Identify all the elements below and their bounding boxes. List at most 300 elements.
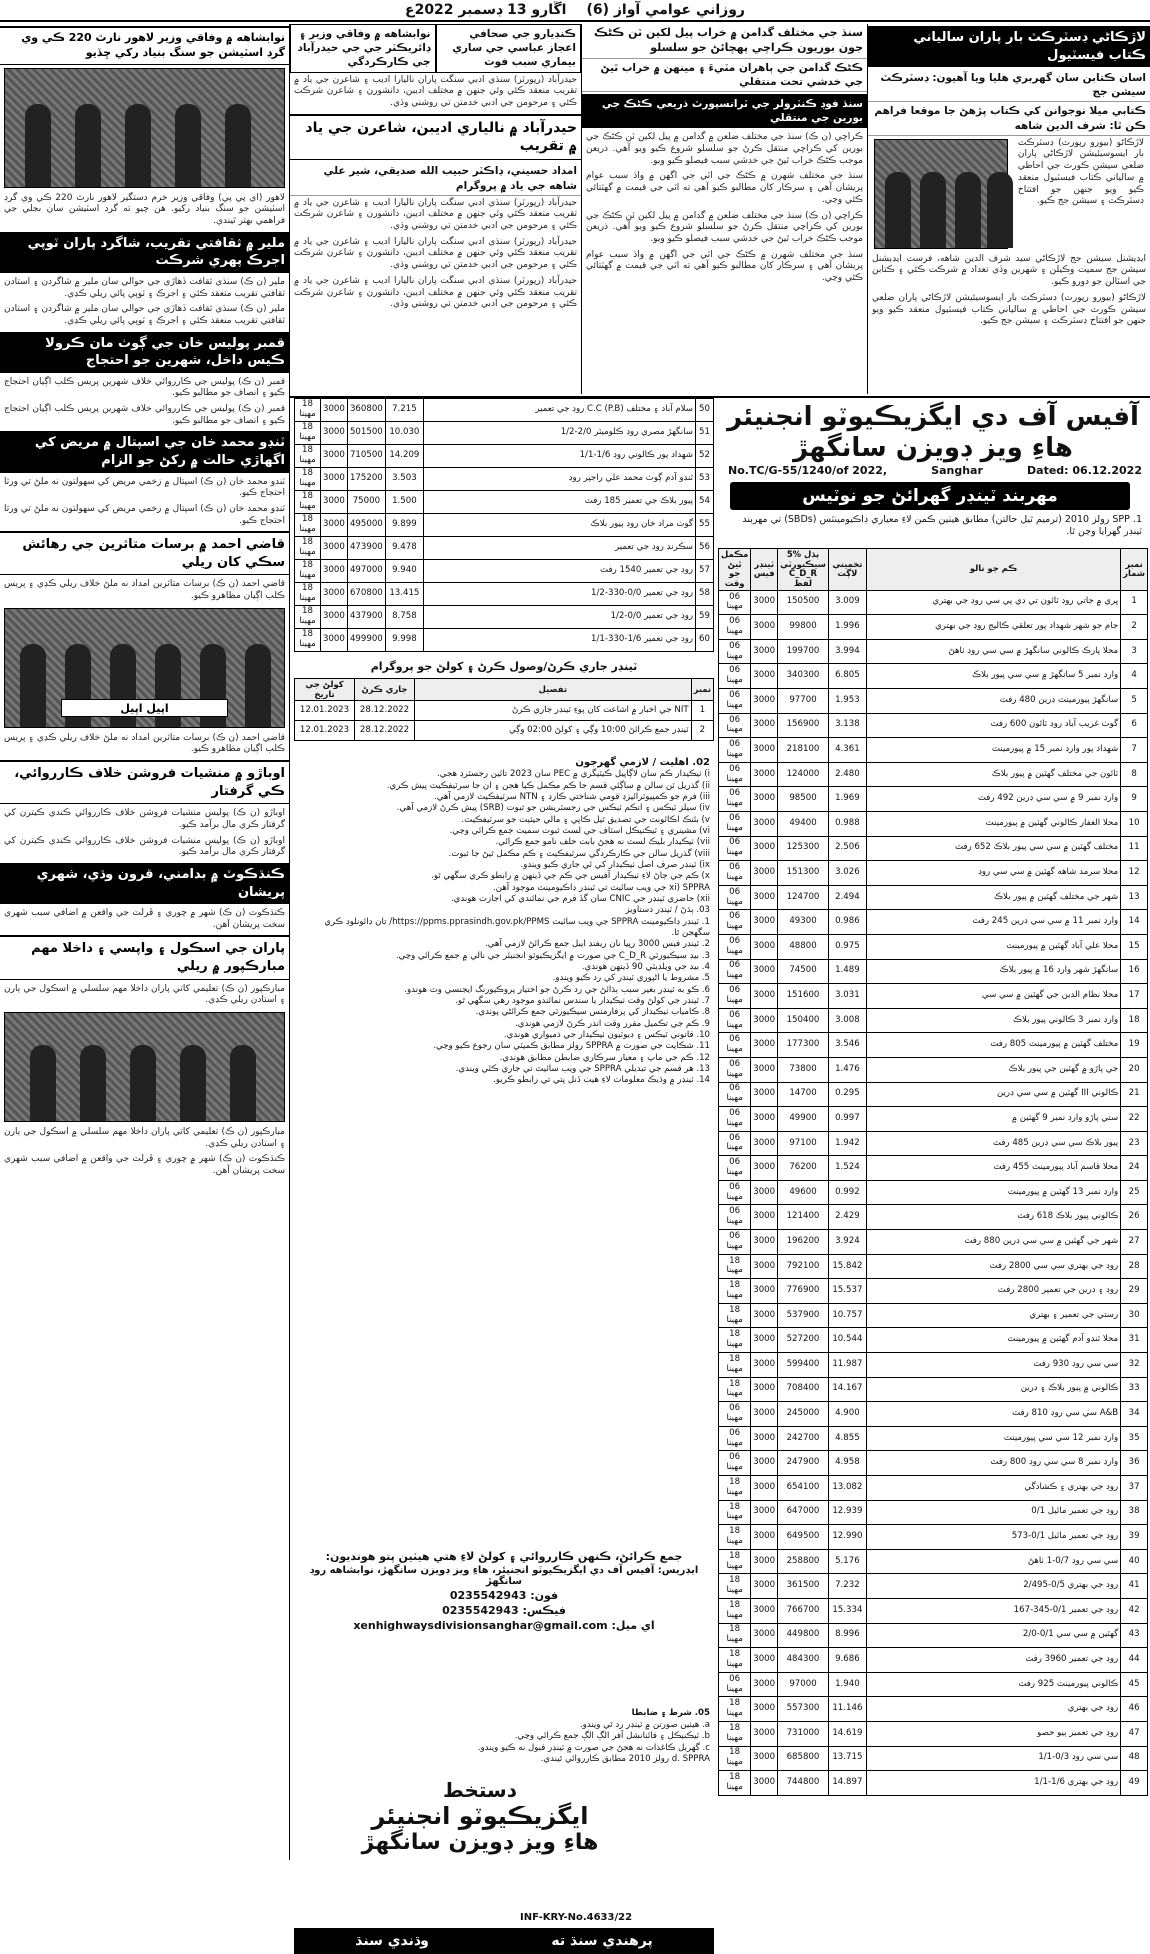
tender-cell: 3.994 [828,639,866,664]
article-qambar: قمبر (ن ڪ) پوليس جي ڪارروائي خلاف شهرين پريس ڪلب اڳيان احتجاج ڪيو ۽ انصاف جو مطالبو ڪيو. [4,376,285,399]
nit-col-no: نمبر [691,679,713,701]
tender-cell: 1.953 [828,689,866,714]
tender-row [719,811,1148,836]
eligibility-item: 14. ٽينڊر ۾ وڌيڪ معلومات لاءِ هيٺ ڏنل پتي تي رابطو ڪريو. [493,1075,710,1086]
tender-cell: 1.940 [828,1672,866,1697]
article-wheat-3: ڪراچي (ن ڪ) سنڌ جي مختلف ضلعن ۾ گدامن ۾ پيل لکين ٽن ڪڻڪ جي بورين کي ڪراچي منتقل ڪرڻ جو سلسلو شروع ڪيو ويو آهي. ذريعن موجب ڪڻڪ خراب ٿيڻ جي خدشي سبب فيصلو ڪيو ويو. [586,210,863,244]
tender-cell: 5.176 [828,1549,866,1574]
tender-cell: 557300 [778,1697,829,1722]
tender-cell: 06 مهينا [719,1131,751,1156]
tender-cell: 36 [1121,1451,1148,1476]
tender-row [295,701,714,721]
tender-cell: ڪالوني III گهٽين ۾ سي سي ڊرين [866,1082,1120,1107]
tender-cell: 06 مهينا [719,1205,751,1230]
tender-cell: 3000 [751,713,778,738]
tender-row [295,606,714,629]
sign-label: دستخط [443,1778,517,1802]
tender-cell: 3000 [751,1303,778,1328]
tender-cell: 3000 [751,1697,778,1722]
tender-cell: 10.544 [828,1328,866,1353]
tender-cell: 49900 [778,1107,829,1132]
tender-cell: 8 [1121,762,1148,787]
tender-cell: ڪالوني پيورمينٽ 925 رفٽ [866,1672,1120,1697]
tender-cell: 9.940 [385,560,423,583]
tender-cell: 3000 [751,910,778,935]
tender-cell: 3000 [751,1672,778,1697]
tender-cell: 3000 [751,1574,778,1599]
tender-cell: 3000 [751,1328,778,1353]
tender-cell: وارڊ نمبر 5 سانگهڙ ۾ سي سي پيور بلاڪ [866,664,1120,689]
eligibility-item: iii) فرم جو ڪمپيوٽرائيزڊ قومي شناختي ڪارڊ ۽ NTN سرٽيفڪيٽ لازمي آهي. [433,791,710,802]
article-mubarakpur: مبارڪپور (ن ڪ) تعليمي کاتي پاران داخلا مهم سلسلي ۾ اسڪول جي ٻارن ۽ استادن ريلي ڪڍي. [4,983,285,1006]
tender-cell: 497000 [347,560,385,583]
tender-row [295,537,714,560]
article-tando-2: ٽنڊو محمد خان (ن ڪ) اسپتال ۾ زخمي مريض کي سهولتون نه ملڻ تي ورثا احتجاج ڪيو. [4,503,285,526]
tender-cell: 3000 [321,468,348,491]
tender-cell: 06 مهينا [719,1672,751,1697]
right-column [868,24,1150,394]
tender-cell: 52 [696,445,714,468]
tender-cell: 175200 [347,468,385,491]
tender-cell: مختلف گهٽين ۾ سي سي پيور بلاڪ 652 رفٽ [866,836,1120,861]
col-cost: تخميني لاڳت [828,549,866,591]
tender-cell: 3000 [751,787,778,812]
tender-row [295,422,714,445]
tender-cell: 3000 [321,537,348,560]
tender-cell: پيور بلاڪ جي تعمير 185 رفٽ [423,491,695,514]
tender-row [719,959,1148,984]
tender-cell: 14.209 [385,445,423,468]
terms-title: 05. شرط ۽ ضابطا [631,1708,710,1718]
tender-cell: 12.01.2023 [295,701,355,721]
tender-cell: 3000 [751,615,778,640]
eligibility-title: 02. اهليت / لازمي گهرجون [575,757,710,768]
tender-cell: 3000 [751,1254,778,1279]
tender-cell: 3000 [751,639,778,664]
tender-row [719,1648,1148,1673]
tender-cell: 3000 [321,491,348,514]
tender-row [719,1697,1148,1722]
eligibility-item: viii) گذريل سالن جي ڪارڪردگي سرٽيفڪيٽ ۽ ڪم مڪمل ٿيڻ جا ثبوت. [448,848,710,859]
tender-cell: 25 [1121,1180,1148,1205]
article-literary-3: حيدرآباد (رپورٽر) سنڌي ادبي سنگت پاران ناليارا اديب ۽ شاعرن جي ياد ۾ تقريب منعقد ڪئي وئي جنهن ۾ مختلف اديبن، دانشورن ۽ شاعرن شرڪت ڪئي ۽ مرحومن جي ادبي خدمتن تي روشني وڌي. [294,275,577,310]
eligibility-item: iv) سيلز ٽيڪس ۽ انڪم ٽيڪس جي رجسٽريشن جو ثبوت (SRB) پيش ڪرڻ لازمي آهي. [396,803,710,814]
tender-row [719,1107,1148,1132]
tender-row [719,910,1148,935]
terms-item: b. ٽيڪنيڪل ۽ فائنانشل آفر الڳ الڳ جمع ڪرائي وڃي. [514,1731,710,1742]
tender-cell: 28.12.2022 [355,721,415,741]
tender-cell: 125300 [778,836,829,861]
tender-cell: 3000 [751,1279,778,1304]
article-school: مبارڪپور (ن ڪ) تعليمي کاتي پاران داخلا مهم سلسلي ۾ اسڪول جي ٻارن ۽ استادن ريلي ڪڍي. [4,1126,285,1149]
tender-cell: 151600 [778,984,829,1009]
eligibility-item: v) بئنڪ اڪائونٽ جي تصديق ٿيل ڪاپي ۽ مالي حيثيت جو سرٽيفڪيٽ. [461,814,710,825]
tender-cell: 75000 [347,491,385,514]
tender-cell: 1.500 [385,491,423,514]
article-obaro-2: اوباڙو (ن ڪ) پوليس منشيات فروشن خلاف ڪارروائي ڪندي ڪيترن کي گرفتار ڪري مال برآمد ڪيو. [4,835,285,858]
article-grid-station: لاهور (اي پي پي) وفاقي وزير خرم دستگير لاهور نارٿ 220 ڪي وي گرڊ اسٽيشن جو سنگ بنياد رکيو. هن چيو ته گرڊ اسٽيشن سان بجلي جي فراهمي بهتر ٿيندي. [4,192,285,227]
tender-cell: 44 [1121,1648,1148,1673]
tender-cell: ڪالوني ۾ پيور بلاڪ ۽ ڊرين [866,1377,1120,1402]
tender-cell: 708400 [778,1377,829,1402]
tender-cell: 247900 [778,1451,829,1476]
tender-cell: 06 مهينا [719,1426,751,1451]
eligibility-item: x) ڪم جي ڄاڻ لاءِ ٺيڪيدار آفيس جي ڪم جي ڏينهن ۾ رابطو ڪري سگهي ٿو. [431,871,710,882]
tender-cell: 7.215 [385,399,423,422]
subhead-judge: اسان ڪتابن سان گهربري هليا ويا آهيون: ڊسٽرڪٽ سيشن جج [868,69,1150,102]
tender-cell: 3000 [751,1230,778,1255]
tender-cell: 2 [691,721,713,741]
eligibility-item: 03. ٻڌڻ / ٽينڊر دستاويز [625,905,710,916]
tender-cell: سانگهڙ پيورمينٽ ڊرين 480 رفٽ [866,689,1120,714]
tender-cell: 18 مهينا [295,583,321,606]
tender-row [719,1254,1148,1279]
tender-cell: 06 مهينا [719,787,751,812]
tender-cell: 3000 [751,1033,778,1058]
tender-row [719,590,1148,615]
tender-cell: 17 [1121,984,1148,1009]
tender-cell: 3000 [751,959,778,984]
tender-cell: ٽينڊر جمع ڪرائڻ 10:00 وڳي ۽ کولڻ 02:00 وڳي [415,721,692,741]
tender-cell: 731000 [778,1721,829,1746]
tender-cell: ستي پاڙو وارڊ نمبر 9 گهٽين ۾ [866,1107,1120,1132]
tender-cell: 06 مهينا [719,934,751,959]
tender-row [719,1746,1148,1771]
tender-cell: وارڊ نمبر 11 ۾ سي سي ڊرين 245 رفٽ [866,910,1120,935]
tender-cell: 30 [1121,1303,1148,1328]
subhead-literary: امداد حسيني، ڊاڪٽر حبيب الله صديقي، شير علي شاهه جي ياد ۾ پروگرام [290,162,581,195]
tender-cell: روڊ جي تعمير مائيل 0/1-573 [866,1525,1120,1550]
headline-qazi-ahmed: قاضي احمد ۾ برسات متاثرين جي رهائش سڪي کان ريلي [0,531,289,575]
tender-cell: 56 [696,537,714,560]
tender-cell: 3000 [751,1402,778,1427]
col-fee: ٽينڊر فيس [751,549,778,591]
tender-cell: 18 [1121,1008,1148,1033]
phone-number: 0235542943 [449,1589,527,1602]
tender-cell: 3000 [751,1180,778,1205]
tender-cell: 28 [1121,1254,1148,1279]
article-obaro: اوباڙو (ن ڪ) پوليس منشيات فروشن خلاف ڪارروائي ڪندي ڪيترن کي گرفتار ڪري مال برآمد ڪيو. [4,808,285,830]
tender-cell: 60 [696,629,714,652]
tender-cell: 18 مهينا [719,1623,751,1648]
eligibility-item: 8. ڪامياب ٺيڪيدار کي پرفارمنس سيڪيورٽي جمع ڪرائڻي پوندي. [475,1007,710,1018]
tender-cell: 06 مهينا [719,885,751,910]
paper-date: اڱارو 13 ڊسمبر 2022ع [405,2,567,18]
tender-cell: 3000 [751,1598,778,1623]
eligibility-item: xii) حاضري ٽينڊر جي CNIC سان گڏ فرم جي نمائندي کي اجازت هوندي. [450,893,710,904]
tender-row [719,1426,1148,1451]
tender-cell: 495000 [347,514,385,537]
tender-cell: 14700 [778,1082,829,1107]
tender-cell: 361500 [778,1574,829,1599]
tender-cell: 51 [696,422,714,445]
tender-row [719,639,1148,664]
tender-cell: 121400 [778,1205,829,1230]
eligibility-item: 3. بيڊ سيڪيورٽي C_D_R جي صورت ۾ ايگزيڪيوٽو انجنيئر جي نالي ۾ جمع ڪرائي وڃي. [395,950,710,961]
email-address[interactable]: xenhighwaysdivisionsanghar@gmail.com [353,1619,608,1632]
tender-cell: 151300 [778,861,829,886]
tender-cell: 34 [1121,1402,1148,1427]
tender-cell: 3000 [321,629,348,652]
tender-cell: مختلف گهٽين ۾ پيورمينٽ 805 رفٽ [866,1033,1120,1058]
tender-cell: شهر جي گهٽين ۾ سي سي ڊرين 880 رفٽ [866,1230,1120,1255]
tender-row [719,738,1148,763]
tender-cell: 3000 [751,689,778,714]
tender-cell: 3000 [751,1623,778,1648]
tender-cell: 18 مهينا [295,537,321,560]
article-school-2: ڪنڌڪوٽ (ن ڪ) شهر ۾ چوري ۽ ڦرلٽ جي واقعن ۾ اضافي سبب شهري سخت پريشان آهن. [4,1154,285,1176]
tender-cell: 06 مهينا [719,1156,751,1181]
nit-col-issue: جاري ڪرڻ [355,679,415,701]
tender-cell: وارڊ نمبر 13 گهٽين ۾ پيورمينٽ [866,1180,1120,1205]
headline-mubarakpur: پاران جي اسڪول ۽ واپسي ۽ داخلا مهم مبارڪپور ۾ ريلي [0,935,289,979]
article-rally: قاضي احمد (ن ڪ) برسات متاثرين امداد نه ملڻ خلاف ريلي ڪڍي ۽ پريس ڪلب اڳيان مظاهرو ڪيو. [4,732,285,755]
tender-cell: 13.082 [828,1476,866,1501]
tender-cell: 3.503 [385,468,423,491]
tender-cell: 3000 [751,664,778,689]
tender-cell: 527200 [778,1328,829,1353]
tender-cell: روڊ جي بهتري [866,1697,1120,1722]
tender-row [719,1721,1148,1746]
tender-cell: 15.537 [828,1279,866,1304]
tender-row [295,491,714,514]
tender-cell: 16 [1121,959,1148,984]
tender-cell: 654100 [778,1476,829,1501]
tender-cell: 685800 [778,1746,829,1771]
tender-cell: ٽائون جي مختلف گهٽين ۾ پيور بلاڪ [866,762,1120,787]
rally-banner: اپيل اپيل [61,699,228,717]
tender-cell: 18 مهينا [295,629,321,652]
tender-cell: 4.361 [828,738,866,763]
article-body-2: ايڊيشنل سيشن جج لاڙڪاڻي سيد شرف الدين شاهه، فرسٽ ايڊيشنل سيشن جج سميت وڪيلن ۽ شهرين وڏي تعداد ۾ شرڪت ڪئي ۽ ڪتابن جي اسٽالن جو دورو ڪيو. [872,253,1146,288]
tender-row [719,1500,1148,1525]
tender-row [295,514,714,537]
tender-cell: 4.855 [828,1426,866,1451]
tender-cell: 12.939 [828,1500,866,1525]
tender-cell: محلا سرمد شاهه گهٽين ۾ سي سي روڊ [866,861,1120,886]
tender-cell: روڊ جي بهتري ۽ ڪشادگي [866,1476,1120,1501]
headline-book-festival: لاڙڪاڻي ڊسٽرڪٽ بار پاران سالياني ڪتاب فيسٽيول [868,26,1150,67]
tender-cell: 766700 [778,1598,829,1623]
article-wheat: ڪراچي (ن ڪ) سنڌ جي مختلف ضلعن ۾ گدامن ۾ پيل لکين ٽن ڪڻڪ جي بورين کي ڪراچي منتقل ڪرڻ جو سلسلو شروع ڪيو ويو آهي. ذريعن موجب ڪڻڪ خراب ٿيڻ جي خدشي سبب فيصلو ڪيو ويو. [586,132,863,166]
col-no: نمبر شمار [1121,549,1148,591]
article-malir: ملير (ن ڪ) سنڌي ثقافت ڏهاڙي جي حوالي سان ملير ۾ شاگردن ۽ استادن ثقافتي تقريب منعقد ڪئي ۽ اجرڪ ۽ ٽوپي پائي ريلي ڪڍي. [4,276,285,299]
tender-cell: 9.686 [828,1648,866,1673]
eligibility-item: 2. ٽينڊر فيس 3000 رپيا نان ريفنڊ ايبل جمع ڪرائڻ لازمي آهي. [485,939,710,950]
office-title: آفيس آف دي ايگزيڪيوٽو انجنيئر [727,402,1139,432]
col-work: ڪم جو نالو [866,549,1120,591]
tender-cell: 3000 [321,606,348,629]
tender-cell: شهداد پور وارڊ نمبر 15 ۾ پيورمينٽ [866,738,1120,763]
tender-cell: 53 [696,468,714,491]
tender-cell: 48800 [778,934,829,959]
tender-cell: 55 [696,514,714,537]
tender-cell: 3000 [751,1500,778,1525]
tender-cell: 9.998 [385,629,423,652]
tender-cell: 4.900 [828,1402,866,1427]
headline-literary-event: حيدرآباد ۾ نالياري اديبن، شاعرن جي ياد ۾ تقريب [290,114,581,161]
tender-cell: 7.232 [828,1574,866,1599]
tender-cell: 14.167 [828,1377,866,1402]
tender-row [719,1549,1148,1574]
tender-cell: 73800 [778,1057,829,1082]
subhead-wheat-2: ڪڻڪ گدامن جي ٻاهران مٽيءَ ۽ مينهن ۾ خراب ٿيڻ جي خدشي تحت منتقلي [582,59,867,92]
tender-cell: 3000 [321,560,348,583]
tender-cell: 649500 [778,1525,829,1550]
tender-cell: 18 مهينا [719,1598,751,1623]
tender-cell: 18 مهينا [719,1574,751,1599]
tender-cell: 3000 [751,1549,778,1574]
tender-row [719,1328,1148,1353]
tender-row [719,984,1148,1009]
article-body: لاڙڪاڻو (بيورو رپورٽ) ڊسٽرڪٽ بار ايسوسيئيشن لاڙڪاڻي پاران ضلعي سيشن ڪورٽ جي احاطي ۾ سالياني ڪتاب فيسٽيول منعقد ڪيو ويو جنهن جو افتتاح ڊسٽرڪٽ ۽ سيشن جج ڪيو. [1017,137,1144,207]
tender-cell: 3000 [751,934,778,959]
tender-cell: 06 مهينا [719,689,751,714]
tender-cell: 1.996 [828,615,866,640]
tender-row [719,1574,1148,1599]
tender-cell: 10.757 [828,1303,866,1328]
tender-row [719,664,1148,689]
tender-cell: وارڊ نمبر 9 ۾ سي سي ڊرين 492 رفٽ [866,787,1120,812]
article-malir-2: ملير (ن ڪ) سنڌي ثقافت ڏهاڙي جي حوالي سان ملير ۾ شاگردن ۽ استادن ثقافتي تقريب منعقد ڪئي ۽ اجرڪ ۽ ٽوپي پائي ريلي ڪڍي. [4,304,285,326]
tender-cell: 18 مهينا [719,1771,751,1796]
tender-cell: 45 [1121,1672,1148,1697]
ref-date: Dated: 06.12.2022 [1027,464,1142,477]
left-column [0,24,290,1860]
nit-col-open: کولڻ جي تاريخ [295,679,355,701]
tender-cell: 6.805 [828,664,866,689]
tender-cell: 29 [1121,1279,1148,1304]
eligibility-item: i) ٺيڪيدار ڪم سان لاڳاپيل ڪيٽيگري ۾ PEC سان 2023 تائين رجسٽرڊ هجي. [437,769,710,780]
tender-cell: 647000 [778,1500,829,1525]
box-food-controller: سنڌ فوڊ ڪنٽرولر جي ٽرانسپورٽ ذريعي ڪڻڪ جي بورين جي منتقلي [582,94,867,128]
headline-obaro: اوباڙو ۾ منشيات فروشن خلاف ڪارروائي، ڪي گرفتار [0,760,289,804]
tender-cell: 98500 [778,787,829,812]
contact-title: جمع ڪرائڻ، ڪنهن ڪارروائي ۽ کولڻ لاءِ هتي هيٺين پتو هونديون: [325,1550,683,1563]
tender-cell: 8.996 [828,1623,866,1648]
tender-cell: 710500 [347,445,385,468]
tender-cell: 97100 [778,1131,829,1156]
tender-row [719,689,1148,714]
tender-cell: 1 [1121,590,1148,615]
sign-designation: ايگزيڪيوٽو انجنيئر [371,1802,589,1830]
tender-cell: 177300 [778,1033,829,1058]
tender-cell: 27 [1121,1230,1148,1255]
tender-cell: 97000 [778,1672,829,1697]
tender-cell: سلام آباد ۽ مختلف C.C (P.B) روڊ جي تعمير [423,399,695,422]
tender-cell: 06 مهينا [719,1451,751,1476]
tender-cell: 21 [1121,1082,1148,1107]
tender-cell: 3000 [751,1426,778,1451]
tender-cell: 59 [696,606,714,629]
tender-cell: 3000 [751,811,778,836]
tender-cell: 58 [696,583,714,606]
tender-cell: سانگهڙ شهر وارڊ 16 ۾ پيور بلاڪ [866,959,1120,984]
tender-cell: محلا علي آباد گهٽين ۾ پيورمينٽ [866,934,1120,959]
terms-section [294,1708,714,1766]
tender-cell: 06 مهينا [719,811,751,836]
tender-cell: 537900 [778,1303,829,1328]
tender-cell: 3000 [751,1082,778,1107]
tender-cell: 3.031 [828,984,866,1009]
tender-cell: 3000 [751,1648,778,1673]
headline-malir: ملير ۾ ثقافتي تقريب، شاگرد پاران ٽوپي اجرڪ پهري شرڪت [0,232,289,273]
tender-row [719,787,1148,812]
tender-cell: 18 مهينا [719,1746,751,1771]
tender-cell: 13.715 [828,1746,866,1771]
tender-cell: 06 مهينا [719,1008,751,1033]
tender-cell: 13.415 [385,583,423,606]
tender-cell: 24 [1121,1156,1148,1181]
tender-cell: 3000 [751,738,778,763]
tender-row [719,885,1148,910]
eligibility-item: ix) ٽينڊر صرف اصل ٺيڪيدار کي ئي جاري ڪيو ويندو. [520,859,710,870]
tender-cell: 49600 [778,1180,829,1205]
tender-cell: NIT جي اخبار ۾ اشاعت کان پوءِ ٽينڊر جاري ڪرڻ [415,701,692,721]
ref-city: Sanghar [931,464,983,477]
tender-cell: 12.01.2023 [295,721,355,741]
tender-cell: 50 [696,399,714,422]
tender-cell: 3000 [751,762,778,787]
tender-cell: 4.958 [828,1451,866,1476]
tender-cell: 3.009 [828,590,866,615]
article-kandhkot: ڪنڌڪوٽ (ن ڪ) شهر ۾ چوري ۽ ڦرلٽ جي واقعن ۾ اضافي سبب شهري سخت پريشان آهن. [4,908,285,930]
eligibility-item: 1. ٽينڊر ڊاڪيومينٽ SPPRA جي ويب سائيٽ https://ppms.pprasindh.gov.pk/PPMS/ تان ڊائونلوڊ ڪري سگهجن ٿا. [324,916,710,938]
tender-cell: 43 [1121,1623,1148,1648]
tender-cell: 10.030 [385,422,423,445]
tender-cell: جام جو شهر شهداد پور تعلقي ڪاليج روڊ جي بهتري [866,615,1120,640]
tender-cell: 99800 [778,615,829,640]
tender-cell: 501500 [347,422,385,445]
tender-cell: 7 [1121,738,1148,763]
tender-cell: 11.987 [828,1353,866,1378]
tender-table-main [718,548,1148,1796]
contact-address: ايڊريس: آفيس آف دي ايگزيڪيوٽو انجنيئر، هاءِ ويز ڊويزن سانگهڙ، نوابشاهه روڊ سانگهڙ [309,1565,699,1587]
tender-cell: 97700 [778,689,829,714]
tender-cell: 1.942 [828,1131,866,1156]
tender-cell: 18 مهينا [719,1328,751,1353]
tender-row [295,629,714,652]
tender-cell: 1.489 [828,959,866,984]
tender-cell: ڪالوني پيور بلاڪ 618 رفٽ [866,1205,1120,1230]
nit-heading: ٽينڊر جاري ڪرڻ/وصول ڪرڻ ۽ کولڻ جو پروگرام [370,660,638,673]
tender-cell: روڊ جي تعمير 0/1-345-167 [866,1598,1120,1623]
tender-cell: 3000 [751,1107,778,1132]
sign-division: هاءِ ويز ڊويزن سانگهڙ [361,1830,599,1855]
tender-cell: روڊ جي تعمير 0/0-1/2 [423,606,695,629]
tender-cell: وارڊ نمبر 8 سي سي روڊ 800 رفٽ [866,1451,1120,1476]
tender-cell: 18 مهينا [719,1303,751,1328]
tender-cell: 1.969 [828,787,866,812]
tender-cell: 3000 [751,984,778,1009]
signature-block [310,1778,650,1855]
tender-cell: 06 مهينا [719,762,751,787]
article-qazi: قاضي احمد (ن ڪ) برسات متاثرين امداد نه ملڻ خلاف ريلي ڪڍي ۽ پريس ڪلب اڳيان مظاهرو ڪيو. [4,579,285,602]
tender-cell: 258800 [778,1549,829,1574]
tender-row [719,1156,1148,1181]
tender-cell: 3.138 [828,713,866,738]
tender-cell: 0.997 [828,1107,866,1132]
tender-cell: 15.334 [828,1598,866,1623]
tender-row [719,861,1148,886]
slogan-left: پرهندي سنڌ ته [551,1933,653,1949]
tender-cell: 46 [1121,1697,1148,1722]
tender-cell: 18 مهينا [719,1697,751,1722]
tender-cell: سي سي روڊ 930 رفٽ [866,1353,1120,1378]
tender-cell: 39 [1121,1525,1148,1550]
tender-cell: 8.758 [385,606,423,629]
nit-schedule-table [294,678,714,741]
